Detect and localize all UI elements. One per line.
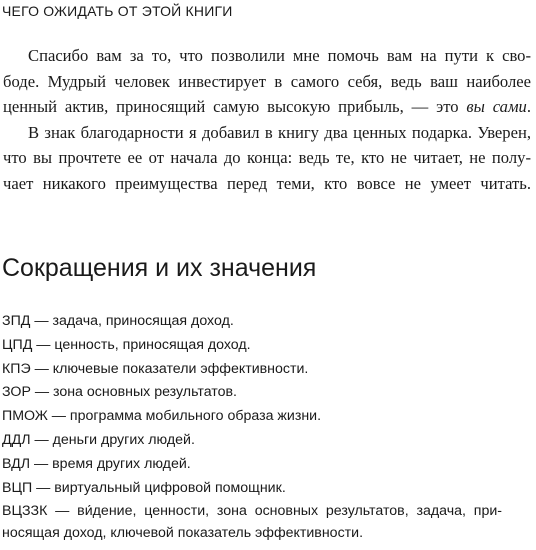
- abbreviation-item: ВДЛ — время других людей.: [2, 455, 191, 472]
- abbreviation-item: ЗПД — задача, приносящая доход.: [2, 313, 234, 329]
- abbreviation-list: [2, 310, 532, 544]
- abbreviation-item: ЦПД — ценность, приносящая доход.: [2, 336, 251, 353]
- body-text: [3, 43, 531, 196]
- abbreviation-item: КПЭ — ключевые показатели эффективности.: [2, 360, 309, 377]
- paragraph-2-line-3: чает никакого преимущества перед теми, кто вовсе не умеет читать.: [3, 173, 531, 193]
- abbreviation-item: ВЦП — виртуальный цифровой помощник.: [2, 479, 286, 496]
- abbreviation-item: ЗОР — зона основных результатов.: [2, 384, 237, 401]
- abbreviation-item: ВЦЗЗК — ви́дение, ценности, зона основных результатов, задача, при-носящая доход, ключевой показатель эффективности.: [2, 503, 502, 542]
- abbreviation-item: ДДЛ — деньги других людей.: [2, 431, 195, 448]
- paragraph-1-line-3-end: .: [526, 97, 531, 116]
- paragraph-1-line-3: [3, 94, 531, 120]
- paragraph-1-line-2: боде. Мудрый человек инвестирует в самого себя, ведь ваш наиболее: [3, 71, 531, 91]
- paragraph-1-line-3-text: ценный актив, приносящий самую высокую прибыль, — это: [3, 97, 459, 116]
- paragraph-1-line-1: Спасибо вам за то, что позволили мне помочь вам на пути к сво-: [28, 46, 531, 65]
- running-head: ЧЕГО ОЖИДАТЬ ОТ ЭТОЙ КНИГИ: [2, 3, 233, 19]
- section-title: Сокращения и их значения: [2, 254, 317, 282]
- emphasis-vy-sami: вы сами: [466, 97, 527, 116]
- paragraph-2-line-1: В знак благодарности я добавил в книгу два ценных подарка. Уверен,: [28, 122, 531, 142]
- abbreviation-item: ПМОЖ — программа мобильного образа жизни.: [2, 408, 322, 425]
- paragraph-2-line-2: что вы прочтете ее от начала до конца: ведь те, кто не читает, не полу-: [3, 148, 531, 167]
